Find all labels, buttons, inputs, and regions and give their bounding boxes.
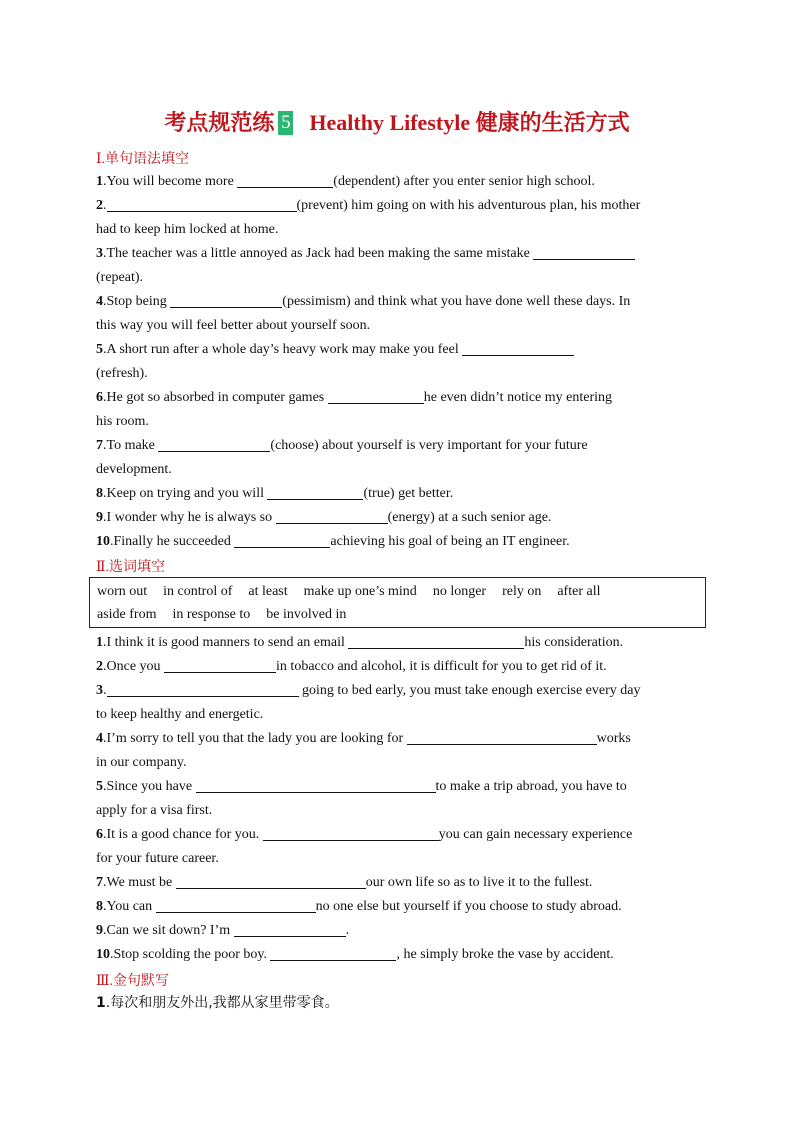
- s2-question-6: 6.It is a good chance for you. you can gain necessary experience: [96, 827, 633, 842]
- s1-question-5: 5.A short run after a whole day’s heavy work may make you feel: [96, 341, 574, 359]
- s2-question-9: 9.Can we sit down? I’m .: [96, 923, 350, 938]
- word-bank-row-2: [97, 607, 362, 623]
- s2-question-2: 2.Once you in tobacco and alcohol, it is difficult for you to get rid of it.: [96, 659, 607, 674]
- answer-blank[interactable]: [164, 658, 276, 673]
- word-bank-row-1: [97, 584, 616, 600]
- word-bank-phrase: be involved in: [266, 607, 347, 622]
- s1-question-6-cont: his room.: [96, 414, 149, 429]
- title-prefix: 考点规范练: [164, 110, 275, 135]
- answer-blank[interactable]: [328, 389, 424, 404]
- word-bank-phrase: rely on: [502, 584, 542, 599]
- word-bank-phrase: worn out: [97, 584, 148, 599]
- s1-question-5-cont: (refresh).: [96, 366, 148, 381]
- s1-question-3: 3.The teacher was a little annoyed as Jack had been making the same mistake: [96, 245, 635, 263]
- word-bank-phrase: in response to: [172, 607, 251, 622]
- s1-question-6: 6.He got so absorbed in computer games he even didn’t notice my entering: [96, 390, 613, 405]
- word-bank-phrase: no longer: [432, 584, 487, 599]
- answer-blank[interactable]: [196, 778, 436, 793]
- s2-question-3: 3. going to bed early, you must take enough exercise every day: [96, 683, 641, 698]
- s3-question-1: 1.每次和朋友外出,我都从家里带零食。: [96, 995, 339, 1011]
- s2-question-6-cont: for your future career.: [96, 851, 219, 866]
- answer-blank[interactable]: [237, 173, 333, 188]
- title-chinese: 健康的生活方式: [475, 110, 630, 135]
- s1-question-7: 7.To make (choose) about yourself is very important for your future: [96, 438, 588, 453]
- answer-blank[interactable]: [348, 634, 524, 649]
- s1-question-4: 4.Stop being (pessimism) and think what you have done well these days. In: [96, 294, 631, 309]
- word-bank-phrase: after all: [557, 584, 601, 599]
- word-bank-phrase: in control of: [163, 584, 233, 599]
- answer-blank[interactable]: [234, 922, 346, 937]
- s2-question-1: 1.I think it is good manners to send an email his consideration.: [96, 635, 624, 650]
- s1-question-4-cont: this way you will feel better about yourself soon.: [96, 318, 371, 333]
- s2-question-7: 7.We must be our own life so as to live it to the fullest.: [96, 875, 593, 890]
- s1-question-2-cont: had to keep him locked at home.: [96, 222, 279, 237]
- answer-blank[interactable]: [107, 682, 299, 697]
- s2-question-5-cont: apply for a visa first.: [96, 803, 213, 818]
- answer-blank[interactable]: [270, 946, 396, 961]
- s1-question-1: 1.You will become more (dependent) after you enter senior high school.: [96, 174, 595, 189]
- section3-heading: Ⅲ.金句默写: [96, 974, 170, 989]
- s2-question-3-cont: to keep healthy and energetic.: [96, 707, 264, 722]
- s1-question-9: 9.I wonder why he is always so (energy) at a such senior age.: [96, 510, 552, 525]
- s2-question-4-cont: in our company.: [96, 755, 187, 770]
- s1-question-2: 2. (prevent) him going on with his adventurous plan, his mother: [96, 198, 641, 213]
- answer-blank[interactable]: [533, 245, 635, 260]
- s1-question-8: 8.Keep on trying and you will (true) get better.: [96, 486, 454, 501]
- word-bank-phrase: make up one’s mind: [303, 584, 417, 599]
- s1-question-3-cont: (repeat).: [96, 270, 144, 285]
- answer-blank[interactable]: [462, 341, 574, 356]
- s2-question-5: 5.Since you have to make a trip abroad, you have to: [96, 779, 627, 794]
- answer-blank[interactable]: [407, 730, 597, 745]
- answer-blank[interactable]: [170, 293, 282, 308]
- answer-blank[interactable]: [263, 826, 439, 841]
- word-bank-box: [89, 577, 706, 628]
- answer-blank[interactable]: [234, 533, 330, 548]
- answer-blank[interactable]: [267, 485, 363, 500]
- word-bank-phrase: at least: [248, 584, 288, 599]
- page-title: [0, 106, 794, 137]
- title-number-badge: 5: [278, 111, 293, 135]
- title-english: Healthy Lifestyle: [309, 110, 471, 135]
- s2-question-8: 8.You can no one else but yourself if you choose to study abroad.: [96, 899, 622, 914]
- answer-blank[interactable]: [176, 874, 366, 889]
- answer-blank[interactable]: [276, 509, 388, 524]
- word-bank-phrase: aside from: [97, 607, 157, 622]
- s1-question-7-cont: development.: [96, 462, 172, 477]
- s1-question-10: 10.Finally he succeeded achieving his goal of being an IT engineer.: [96, 534, 570, 549]
- answer-blank[interactable]: [158, 437, 270, 452]
- section2-heading: Ⅱ.选词填空: [96, 560, 166, 575]
- answer-blank[interactable]: [107, 197, 297, 212]
- s2-question-4: 4.I’m sorry to tell you that the lady you are looking for works: [96, 731, 631, 746]
- s2-question-10: 10.Stop scolding the poor boy. , he simply broke the vase by accident.: [96, 947, 614, 962]
- section1-heading: Ⅰ.单句语法填空: [96, 152, 190, 167]
- answer-blank[interactable]: [156, 898, 316, 913]
